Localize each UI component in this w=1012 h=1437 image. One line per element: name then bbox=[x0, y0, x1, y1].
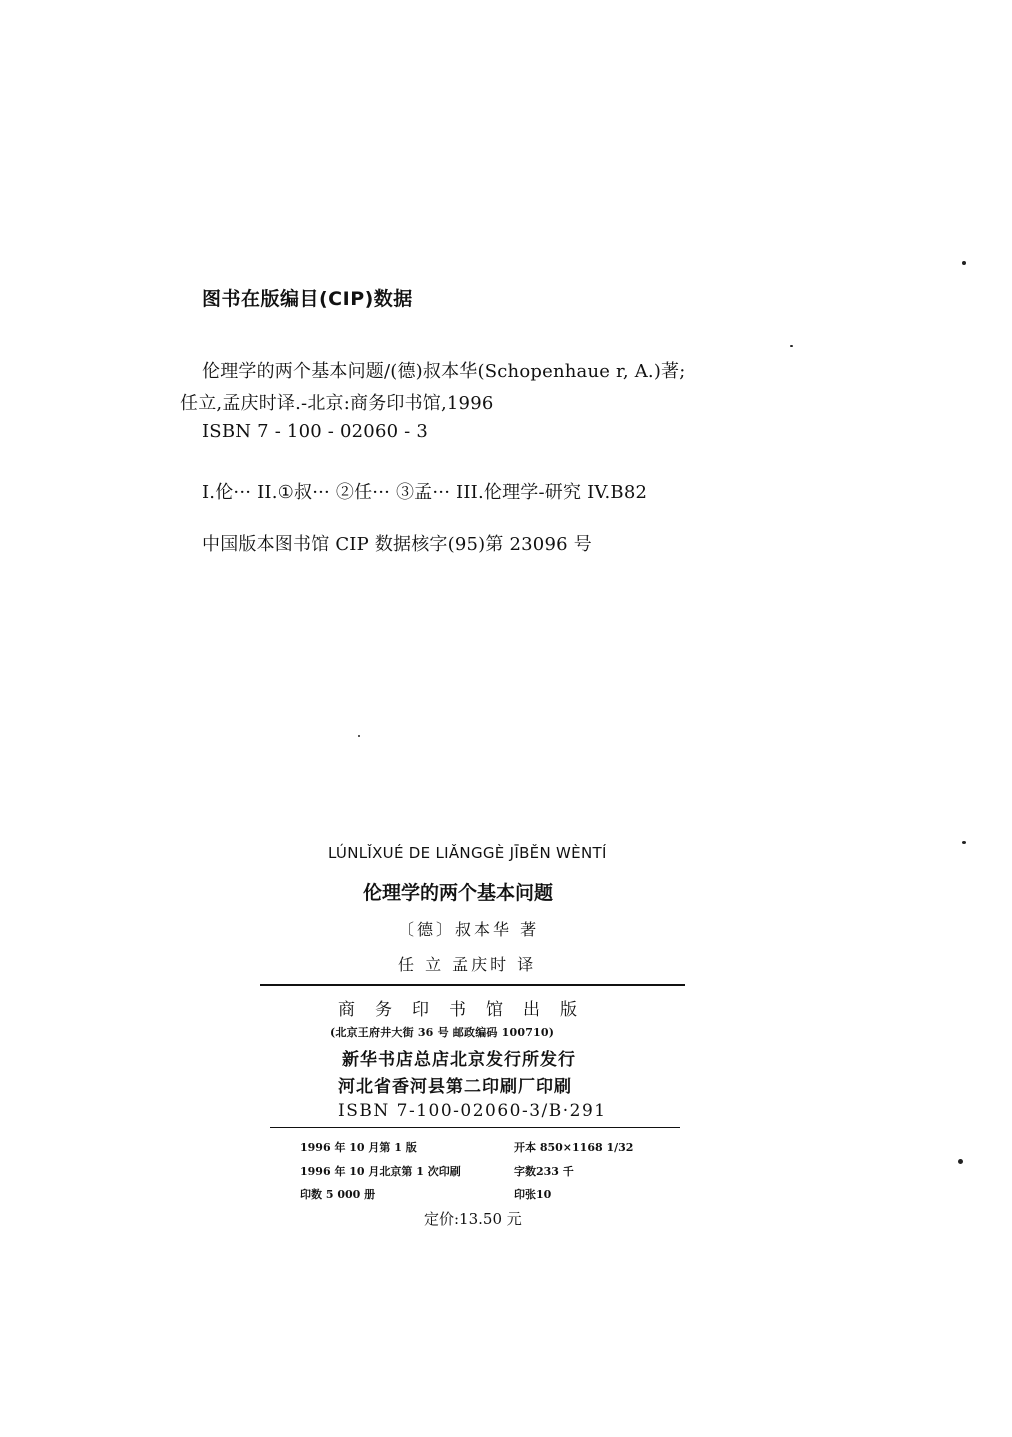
edition-info: 1996 年 10 月第 1 版 bbox=[300, 1141, 417, 1154]
translator-line: 任 立 孟庆时 译 bbox=[398, 955, 537, 974]
sheets-info: 印张10 bbox=[514, 1188, 552, 1201]
cip-translator-publisher-line: 任立,孟庆时译.-北京:商务印书馆,1996 bbox=[180, 393, 494, 414]
scan-speck bbox=[962, 261, 966, 265]
publisher-address: (北京王府井大街 36 号 邮政编码 100710) bbox=[330, 1026, 555, 1039]
pinyin-title: LÚNLǏXUÉ DE LIǍNGGÈ JĪBĚN WÈNTÍ bbox=[328, 844, 607, 862]
format-info: 开本 850×1168 1/32 bbox=[514, 1141, 634, 1154]
scan-speck bbox=[790, 345, 793, 347]
scan-speck bbox=[358, 735, 360, 737]
book-title: 伦理学的两个基本问题 bbox=[363, 882, 554, 904]
cip-heading: 图书在版编目(CIP)数据 bbox=[202, 288, 413, 310]
print-run-info: 印数 5 000 册 bbox=[300, 1188, 376, 1201]
cip-title-author-line: 伦理学的两个基本问题/(德)叔本华(Schopenhaue r, A.)著; bbox=[202, 361, 686, 382]
colophon-isbn: ISBN 7-100-02060-3/B·291 bbox=[338, 1101, 607, 1121]
printer-line: 河北省香河县第二印刷厂印刷 bbox=[338, 1077, 572, 1097]
colophon-divider-top bbox=[260, 984, 685, 986]
colophon-divider-bottom bbox=[270, 1127, 680, 1128]
word-count-info: 字数233 千 bbox=[514, 1165, 574, 1178]
printing-info: 1996 年 10 月北京第 1 次印刷 bbox=[300, 1165, 461, 1178]
cip-classification-line: I.伦··· II.①叔··· ②任··· ③孟··· III.伦理学-研究 IV.B82 bbox=[202, 482, 648, 503]
distributor-line: 新华书店总店北京发行所发行 bbox=[342, 1050, 576, 1070]
cip-isbn-line: ISBN 7 - 100 - 02060 - 3 bbox=[202, 421, 429, 442]
price: 定价:13.50 元 bbox=[424, 1210, 522, 1228]
cip-record-number-line: 中国版本图书馆 CIP 数据核字(95)第 23096 号 bbox=[202, 534, 592, 555]
publisher-line: 商务印书馆出版 bbox=[338, 1000, 597, 1020]
scan-speck bbox=[962, 841, 966, 844]
scan-speck bbox=[958, 1159, 963, 1164]
author-line: 〔德〕叔本华 著 bbox=[398, 920, 540, 939]
